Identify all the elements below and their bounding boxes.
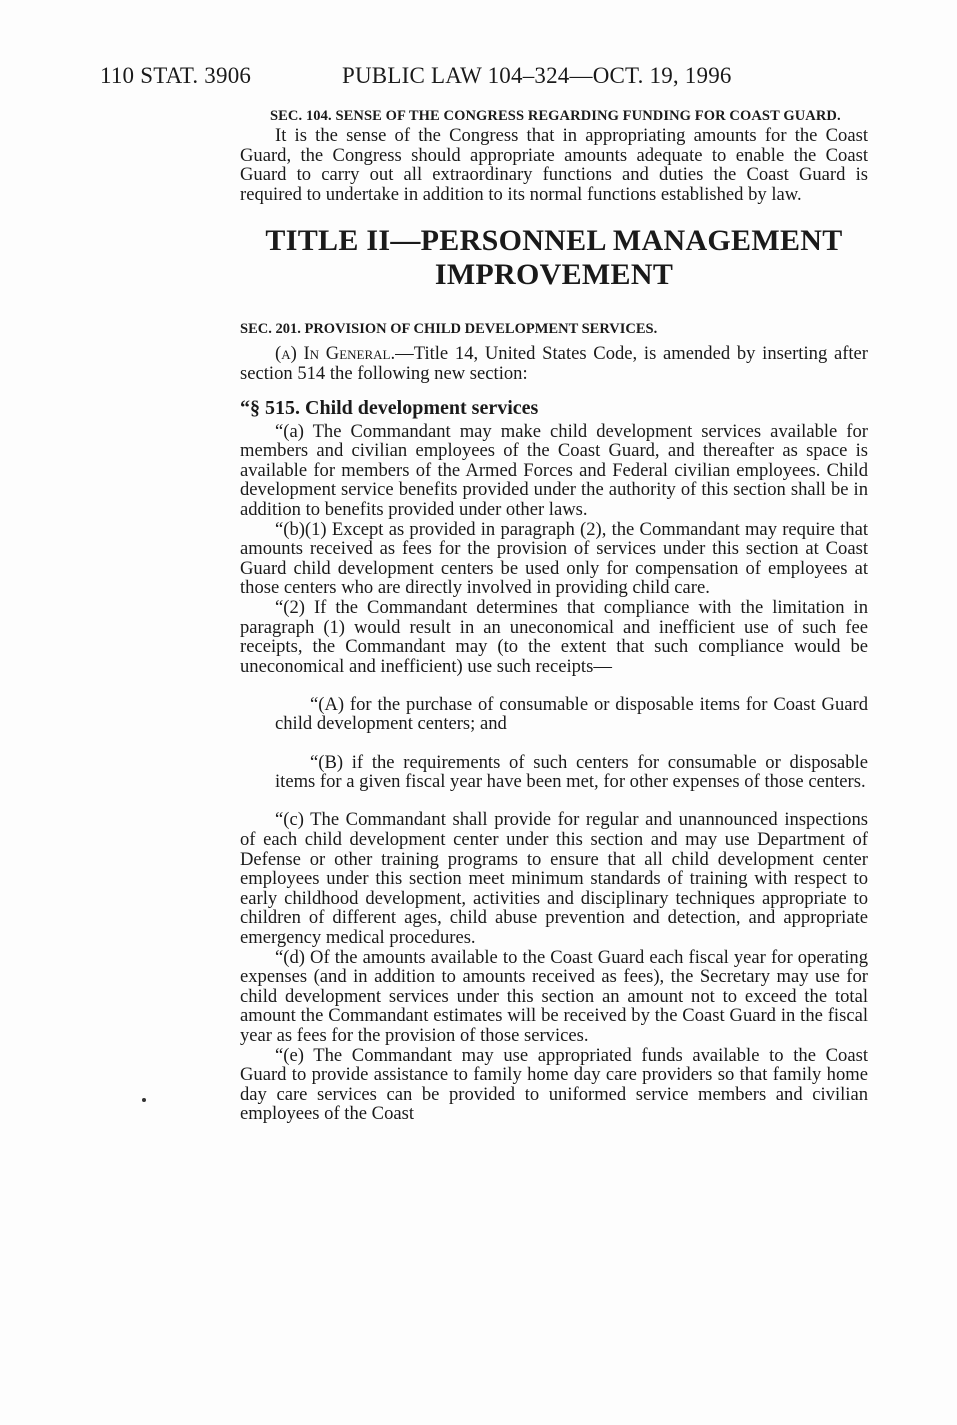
title-ii-heading [240, 224, 868, 292]
document-body [240, 107, 868, 1124]
public-law-citation: PUBLIC LAW 104–324—OCT. 19, 1996 [342, 63, 732, 88]
statute-page-number: 110 STAT. 3906 [100, 63, 252, 88]
section-515-title: “§ 515. Child development services [240, 396, 539, 419]
title-ii-line-1: TITLE II—PERSONNEL MANAGEMENT [265, 224, 843, 258]
sec-104-heading: SEC. 104. SENSE OF THE CONGRESS REGARDING FUNDING FOR COAST GUARD. [270, 108, 841, 124]
paragraph-c: “(c) The Commandant shall provide for regular and unannounced inspections of each child development center under this section and may use Department of Defense or other training programs to ensure that all child development center employees under this section meet minimum standards of training with respect to early childhood development, activities and disciplinary techniques appropriate to children of different ages, child abuse prevention and detection, and appropriate emergency medical procedures. [240, 809, 868, 948]
paragraph-b1: “(b)(1) Except as provided in paragraph (2), the Commandant may require that amounts received as fees for the provision of services under this section at Coast Guard child development centers be used only for compensation of employees at those centers who are directly involved in providing child care. [240, 518, 868, 599]
paragraph-a: “(a) The Commandant may make child development services available for members and civilian employees of the Coast Guard, and thereafter as space is available for members of the Armed Forces and Federal civilian employees. Child development service benefits provided under the authority of this section shall be in addition to benefits provided under other laws. [240, 420, 868, 520]
sec-104-text: It is the sense of the Congress that in appropriating amounts for the Coast Guard, the Congress should appropriate amounts adequate to enable the Coast Guard to carry out all extraordinary functions and duties the Coast Guard is required to undertake in addition to its normal functions established by law. [240, 125, 868, 205]
sec-201-a-label: (a) In General. [275, 343, 396, 365]
paragraph-d: “(d) Of the amounts available to the Coast Guard each fiscal year for operating expenses (and in addition to amounts received as fees), the Secretary may use for child development services under this section an amount not to exceed the total amount the Commandant estimates will be received by the Coast Guard in the fiscal year as fees for the provision of those services. [240, 946, 868, 1046]
title-ii-line-2: IMPROVEMENT [434, 258, 674, 292]
sec-201-a [240, 344, 868, 383]
paragraph-e: “(e) The Commandant may use appropriated funds available to the Coast Guard to provide assistance to family home day care providers so that family home day care services can be provided to uniformed service members and civilian employees of the Coast [240, 1044, 868, 1125]
subparagraph-a: “(A) for the purchase of consumable or disposable items for Coast Guard child development centers; and [275, 693, 868, 735]
sec-201-a-text: —Title 14, United States Code, is amended by inserting after section 514 the following new section: [240, 343, 869, 384]
sec-201-heading: SEC. 201. PROVISION OF CHILD DEVELOPMENT SERVICES. [240, 321, 658, 338]
subparagraph-b: “(B) if the requirements of such centers for consumable or disposable items for a given fiscal year have been met, for other expenses of those centers. [275, 751, 868, 793]
paragraph-b2: “(2) If the Commandant determines that compliance with the limitation in paragraph (1) would result in an uneconomical and inefficient use of such fee receipts, the Commandant may (to the extent that such compliance would be uneconomical and inefficient) use such receipts— [240, 596, 868, 677]
margin-mark [142, 1098, 146, 1102]
